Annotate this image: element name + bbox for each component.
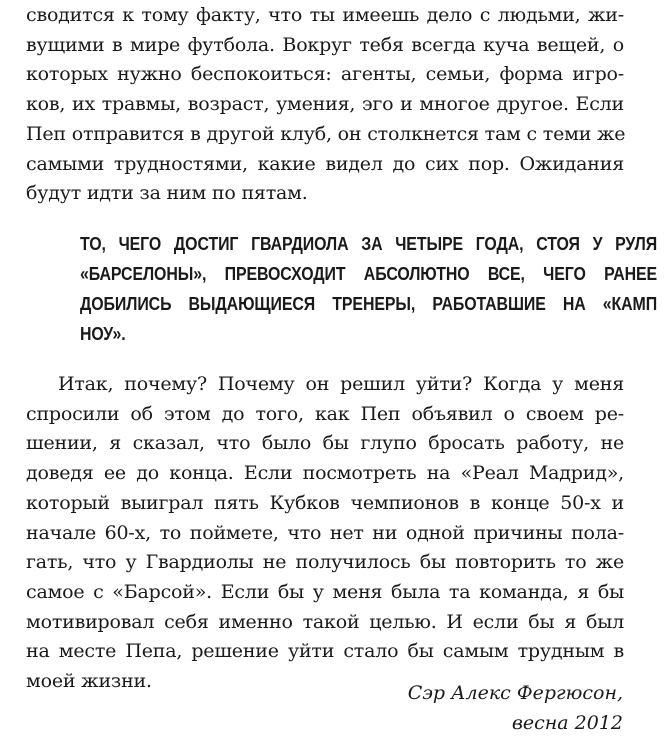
paragraph-line: самыми трудностями, какие видел до сих пор. Ожидания [26,152,624,175]
paragraph-line: на месте Пепа, решение уйти стало бы самым трудным в [26,640,624,663]
signature-date: весна 2012 [511,712,623,734]
paragraph-line: Пеп отправится в другой клуб, он столкнется там с теми же [26,122,626,145]
paragraph-line: спросили об этом до того, как Пеп объявил о своем ре- [26,402,624,425]
paragraph-line: моей жизни. [26,670,152,693]
paragraph-line: будут идти за ним по пятам. [26,182,308,205]
paragraph-2 [26,370,624,697]
paragraph-line: вущими в мире футбола. Вокруг тебя всегда куча вещей, о [26,33,624,56]
signature-author: Сэр Алекс Фергюсон, [407,682,623,704]
paragraph-line: начале 60-х, то поймете, что нет ни одной причины пола- [26,521,624,544]
quote-line: НОУ». [80,323,126,344]
paragraph-line: доведя ее до конца. Если посмотреть на «Реал Мадрид», [26,462,624,485]
pull-quote [80,229,658,349]
paragraph-line: шении, я сказал, что было бы глупо бросать работу, не [26,432,624,455]
paragraph-line: самое с «Барсой». Если бы у меня была та команда, я бы [26,580,624,603]
paragraph-line: ков, их травмы, возраст, умения, эго и многое другое. Если [26,93,624,116]
paragraph-1 [26,1,624,209]
paragraph-line: который выиграл пять Кубков чемпионов в конце 50-х и [26,491,624,514]
paragraph-line: сводится к тому факту, что ты имеешь дело с людьми, жи- [26,4,624,26]
paragraph-line: которых нужно беспокоиться: агенты, семьи, форма игро- [26,63,624,86]
quote-line: ДОБИЛИСЬ ВЫДАЮЩИЕСЯ ТРЕНЕРЫ, РАБОТАВШИЕ НА «КАМП [80,293,658,314]
paragraph-line: мотивировал себя именно такой целью. И если бы я был [26,610,624,633]
quote-line: «БАРСЕЛОНЫ», ПРЕВОСХОДИТ АБСОЛЮТНО ВСЕ, ЧЕГО РАНЕЕ [80,263,658,284]
quote-line: ТО, ЧЕГО ДОСТИГ ГВАРДИОЛА ЗА ЧЕТЫРЕ ГОДА, СТОЯ У РУЛЯ [80,233,658,254]
signature [408,678,623,738]
paragraph-line: гать, что у Гвардиолы не получилось бы повторить то же [26,551,624,574]
paragraph-line: Итак, почему? Почему он решил уйти? Когда у меня [58,373,624,395]
